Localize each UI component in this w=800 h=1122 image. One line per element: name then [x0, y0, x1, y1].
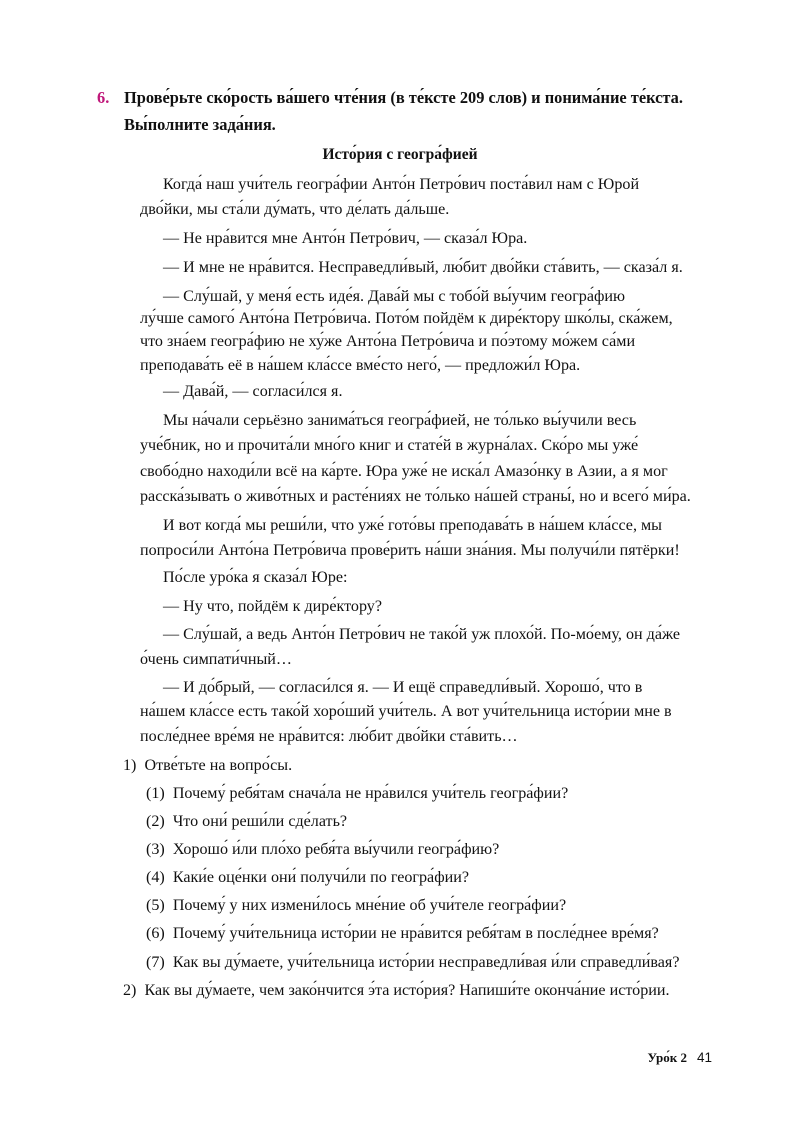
- story-line: уче́бник, но и прочита́ли мно́го книг и стате́й в журна́лах. Ско́ро мы уже́: [140, 437, 639, 454]
- lesson-label: Уро́к 2: [647, 1050, 687, 1065]
- story-line: — Не нра́вится мне Анто́н Петро́вич, — сказа́л Юра.: [163, 230, 528, 247]
- question-item: [146, 924, 659, 944]
- story-line: — Ну что, пойдём к дире́ктору?: [163, 598, 382, 615]
- question-number: (4): [146, 869, 165, 886]
- exercise-item-text: Как вы ду́маете, чем зако́нчится э́та исто́рия? Напиши́те оконча́ние исто́рии.: [144, 982, 670, 999]
- question-text: Каки́е оце́нки они́ получи́ли по геогра́фии?: [172, 869, 469, 886]
- story-title: Исто́рия с геогра́фией: [322, 146, 478, 163]
- story-line: о́чень симпати́чный…: [140, 651, 292, 668]
- exercise-item-2: [123, 981, 670, 1001]
- task-heading: [97, 84, 727, 138]
- question-item: [146, 840, 499, 860]
- story-line: — Слу́шай, у меня́ есть иде́я. Дава́й мы с тобо́й вы́учим геогра́фию: [163, 288, 626, 305]
- question-text: Хорошо́ и́ли пло́хо ребя́та вы́учили геогра́фию?: [172, 841, 500, 858]
- exercise-item-text: Отве́тьте на вопро́сы.: [144, 757, 293, 774]
- story-line: дво́йки, мы ста́ли ду́мать, что де́лать да́льше.: [140, 201, 450, 218]
- question-number: (2): [146, 813, 165, 830]
- question-item: [146, 812, 347, 832]
- story-line: Мы на́чали серьёзно занима́ться геогра́фией, не то́лько вы́учили весь: [163, 412, 637, 429]
- story-line: свобо́дно находи́ли всё на ка́рте. Юра уже́ не иска́л Амазо́нку в Азии, а я мог: [140, 463, 668, 480]
- question-text: Как вы ду́маете, учи́тельница исто́рии несправедли́вая и́ли справедли́вая?: [172, 954, 680, 971]
- question-text: Почему́ у них измени́лось мне́ние об учи́теле геогра́фии?: [172, 897, 567, 914]
- story-line: — И мне не нра́вится. Несправедли́вый, лю́бит дво́йки ста́вить, — сказа́л я.: [163, 259, 683, 276]
- question-item: [146, 868, 469, 888]
- story-line: — Дава́й, — согласи́лся я.: [163, 383, 343, 400]
- story-line: на́шем кла́ссе есть тако́й хоро́ший учи́тель. А вот учи́тельница исто́рии мне в: [140, 703, 672, 720]
- question-item: [146, 784, 568, 804]
- story-line: И вот когда́ мы реши́ли, что уже́ гото́вы преподава́ть в на́шем кла́ссе, мы: [163, 517, 662, 534]
- page-number: 41: [696, 1050, 712, 1065]
- question-text: Почему́ учи́тельница исто́рии не нра́вится ребя́там в после́днее вре́мя?: [172, 925, 659, 942]
- question-text: Почему́ ребя́там снача́ла не нра́вился учи́тель геогра́фии?: [172, 785, 569, 802]
- exercise-item-label: 1): [123, 757, 137, 774]
- task-number: 6.: [97, 88, 110, 107]
- story-line: что зна́ем геогра́фию не ху́же Анто́на Петро́вича и по́этому мо́жем са́ми: [140, 333, 636, 350]
- question-item: [146, 953, 679, 973]
- story-line: расска́зывать о живо́тных и расте́ниях не то́лько на́шей страны́, но и всего́ ми́ра.: [140, 488, 691, 505]
- question-text: Что они́ реши́ли сде́лать?: [172, 813, 348, 830]
- question-number: (7): [146, 954, 165, 971]
- exercise-item-label: 2): [123, 982, 137, 999]
- question-number: (3): [146, 841, 165, 858]
- task-instruction: Прове́рьте ско́рость ва́шего чте́ния (в те́ксте 209 слов) и понима́ние те́кста. Вы́полните зада́ния.: [124, 88, 683, 134]
- story-line: — И до́брый, — согласи́лся я. — И ещё справедли́вый. Хорошо́, что в: [163, 679, 643, 696]
- page-footer: [648, 1050, 712, 1066]
- story-line: лу́чше самого́ Анто́на Петро́вича. Пото́м пойдём к дире́ктору шко́лы, ска́жем,: [140, 310, 673, 327]
- story-line: — Слу́шай, а ведь Анто́н Петро́вич не тако́й уж плохо́й. По-мо́ему, он да́же: [163, 626, 681, 643]
- story-line: после́днее вре́мя не нра́вится: лю́бит дво́йки ста́вить…: [140, 728, 518, 745]
- question-number: (6): [146, 925, 165, 942]
- exercise-item-1: [123, 756, 292, 776]
- question-number: (5): [146, 897, 165, 914]
- story-line: преподава́ть её в на́шем кла́ссе вме́сто него́, — предложи́л Юра.: [140, 357, 581, 374]
- question-item: [146, 896, 566, 916]
- story-line: попроси́ли Анто́на Петро́вича прове́рить на́ши зна́ния. Мы получи́ли пятёрки!: [140, 542, 680, 559]
- question-number: (1): [146, 785, 165, 802]
- story-line: Когда́ наш учи́тель геогра́фии Анто́н Петро́вич поста́вил нам с Юрой: [163, 176, 640, 193]
- story-line: По́сле уро́ка я сказа́л Юре:: [163, 569, 348, 586]
